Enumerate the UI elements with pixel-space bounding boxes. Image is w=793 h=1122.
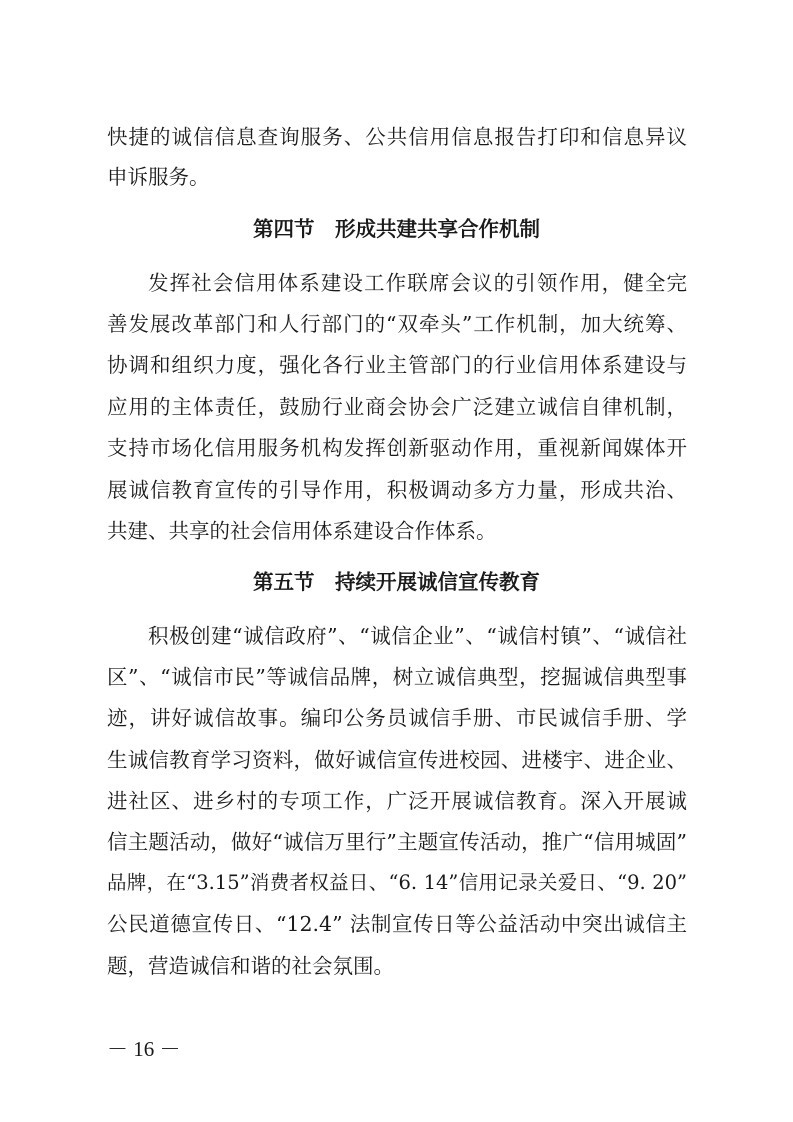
section-heading: 第四节 形成共建共享合作机制 — [253, 217, 540, 241]
section-heading: 第五节 持续开展诚信宣传教育 — [253, 570, 540, 594]
body-text-line: 迹，讲好诚信故事。编印公务员诚信手册、市民诚信手册、学 — [107, 706, 687, 730]
body-text-line: 进社区、进乡村的专项工作，广泛开展诚信教育。深入开展诚 — [107, 789, 687, 813]
body-text-line: 快捷的诚信信息查询服务、公共信用信息报告打印和信息异议 — [107, 125, 687, 149]
body-text-line: 共建、共享的社会信用体系建设合作体系。 — [107, 519, 497, 543]
body-text-line: 品牌，在“3.15”消费者权益日、“6. 14”信用记录关爱日、“9. 20” — [107, 871, 687, 894]
page-number: － 16 － — [107, 1037, 181, 1061]
body-text-line: 积极创建“诚信政府”、“诚信企业”、“诚信村镇”、“诚信社 — [148, 624, 687, 648]
body-text-line: 支持市场化信用服务机构发挥创新驱动作用，重视新闻媒体开 — [107, 436, 687, 460]
body-text-line: 发挥社会信用体系建设工作联席会议的引领作用，健全完 — [148, 271, 687, 295]
body-text-line: 展诚信教育宣传的引导作用，积极调动多方力量，形成共治、 — [107, 478, 687, 502]
body-text-line: 申诉服务。 — [107, 165, 210, 189]
body-text-line: 善发展改革部门和人行部门的“双牵头”工作机制，加大统筹、 — [107, 312, 687, 336]
body-text-line: 信主题活动，做好“诚信万里行”主题宣传活动，推广“信用城固” — [107, 830, 687, 854]
body-text-line: 应用的主体责任，鼓励行业商会协会广泛建立诚信自律机制， — [107, 395, 687, 419]
body-text-line: 公民道德宣传日、“12.4” 法制宣传日等公益活动中突出诚信主 — [107, 912, 687, 936]
body-text-line: 生诚信教育学习资料，做好诚信宣传进校园、进楼宇、进企业、 — [107, 748, 687, 772]
body-text-line: 协调和组织力度，强化各行业主管部门的行业信用体系建设与 — [107, 353, 687, 377]
body-text-line: 区”、“诚信市民”等诚信品牌，树立诚信典型，挖掘诚信典型事 — [107, 665, 687, 689]
body-text-line: 题，营造诚信和谐的社会氛围。 — [107, 954, 394, 978]
